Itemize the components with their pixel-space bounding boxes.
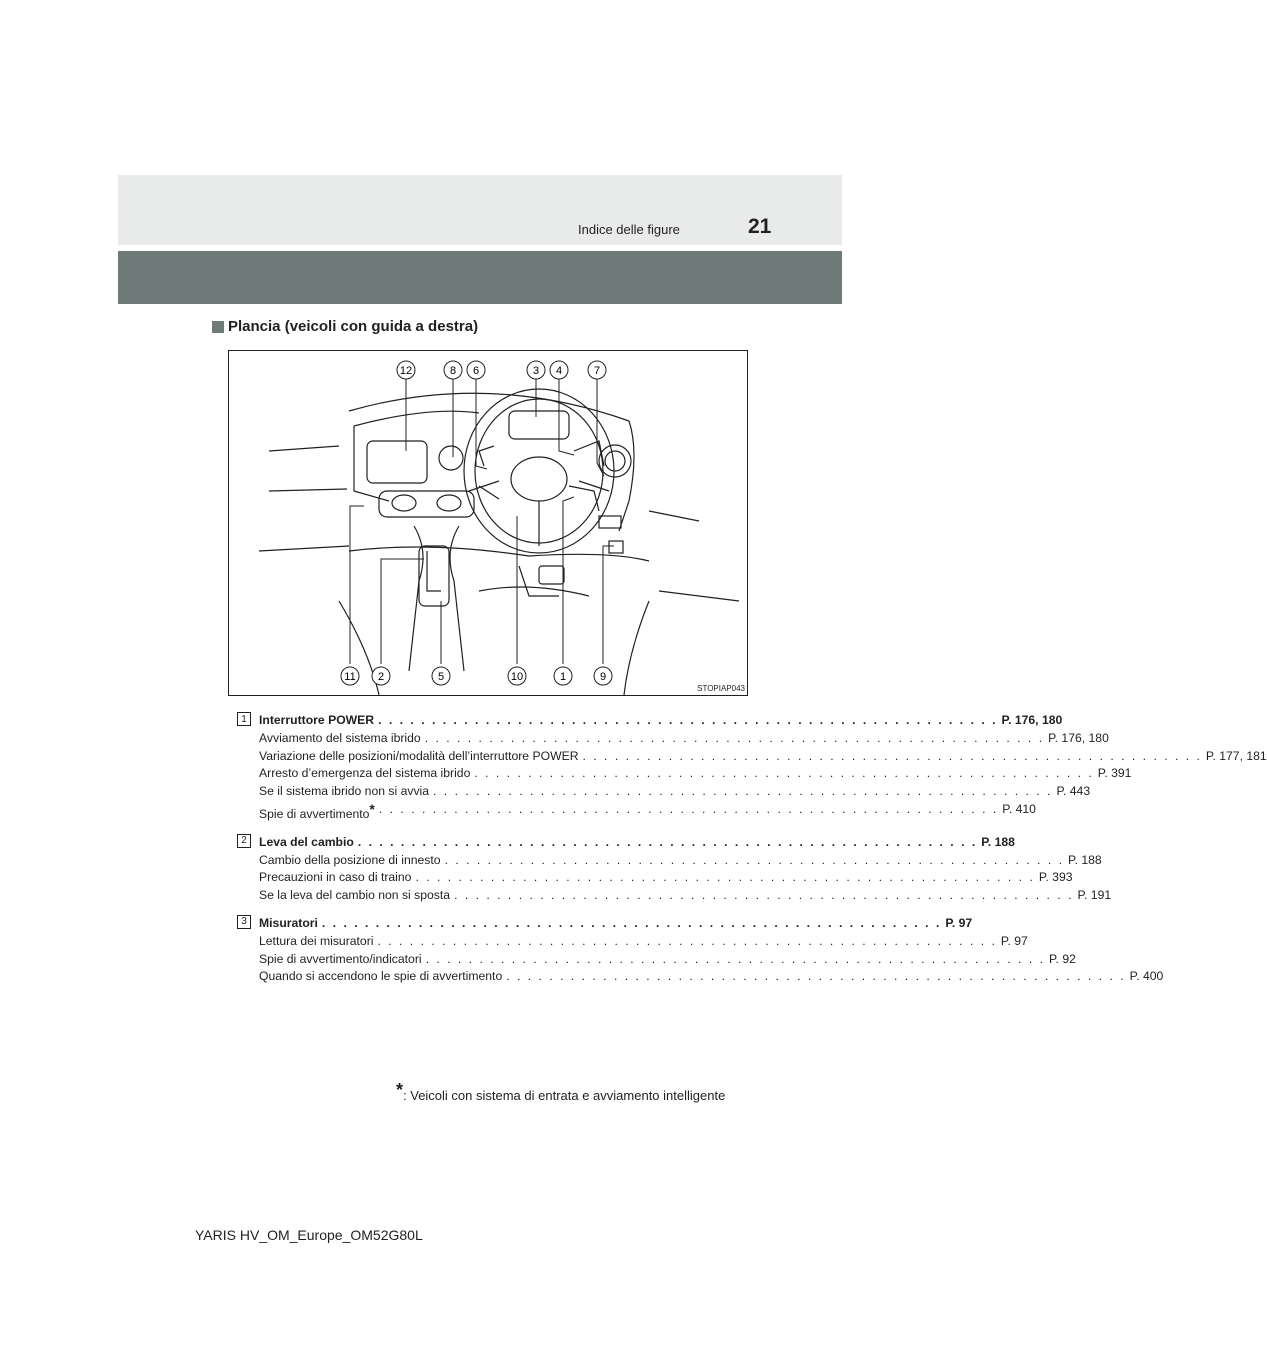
- entry-text-label: Spie di avvertimento: [259, 806, 370, 821]
- header-bar: [118, 251, 842, 304]
- leader-dots: . . . . . . . . . . . . . . . . . . . . . . . . . . . . . . . . . . . . . . . . . . . . . . . . . . . . . . . . . .: [378, 713, 998, 727]
- entry-text: Leva del cambio: [259, 834, 354, 849]
- entry-page: P. 177, 181: [1205, 748, 1267, 763]
- callout-label: 4: [555, 365, 563, 377]
- entry-line[interactable]: [259, 712, 1063, 730]
- entry-page: P. 391: [1097, 766, 1132, 781]
- leader-dots: . . . . . . . . . . . . . . . . . . . . . . . . . . . . . . . . . . . . . . . . . . . . . . . . . . . . . . . . . .: [474, 766, 1094, 781]
- entry-text: Se il sistema ibrido non si avvia: [259, 784, 430, 799]
- figure-code: STOPIAP043: [697, 684, 745, 693]
- entry-page: P. 443: [1056, 784, 1091, 799]
- leader-dots: . . . . . . . . . . . . . . . . . . . . . . . . . . . . . . . . . . . . . . . . . . . . . . . . . . . . . . . . . .: [454, 888, 1074, 903]
- leader-dots: . . . . . . . . . . . . . . . . . . . . . . . . . . . . . . . . . . . . . . . . . . . . . . . . . . . . . . . . . .: [415, 870, 1035, 885]
- entry-line[interactable]: [259, 951, 1076, 969]
- entry-line[interactable]: [259, 800, 1036, 824]
- entry-text: [259, 801, 375, 824]
- callout-label: 5: [437, 671, 445, 683]
- callout-label: 2: [377, 671, 385, 683]
- entry-line[interactable]: [259, 783, 1091, 801]
- entry-text: Se la leva del cambio non si sposta: [259, 888, 451, 903]
- entry-line[interactable]: [259, 748, 1267, 766]
- leader-dots: . . . . . . . . . . . . . . . . . . . . . . . . . . . . . . . . . . . . . . . . . . . . . . . . . . . . . . . . . .: [321, 915, 942, 930]
- entry-page: P. 188: [981, 834, 1015, 849]
- entry-text: Variazione delle posizioni/modalità dell’interruttore POWER: [259, 748, 579, 763]
- entry-page: P. 410: [1002, 801, 1036, 816]
- footnote: [396, 1080, 725, 1103]
- entry-line[interactable]: [259, 765, 1132, 783]
- entry-number-badge: 2: [237, 834, 251, 848]
- leader-dots: . . . . . . . . . . . . . . . . . . . . . . . . . . . . . . . . . . . . . . . . . . . . . . . . . . . . . . . . . .: [377, 933, 997, 948]
- entry-page: P. 92: [1049, 951, 1076, 966]
- entry-text: Precauzioni in caso di traino: [259, 870, 412, 885]
- callout-label: 8: [449, 365, 457, 377]
- entry-page: P. 97: [945, 915, 973, 930]
- entry-text: Lettura dei misuratori: [259, 933, 374, 948]
- entry-page: P. 393: [1038, 870, 1073, 885]
- footnote-text: : Veicoli con sistema di entrata e avviamento intelligente: [403, 1088, 726, 1103]
- dashboard-illustration: [229, 351, 747, 695]
- callouts-bottom: [341, 667, 612, 685]
- footnote-asterisk: *: [396, 1080, 404, 1100]
- callout-label: 3: [532, 365, 540, 377]
- entry-text: Avviamento del sistema ibrido: [259, 730, 421, 745]
- asterisk-mark: *: [369, 800, 375, 817]
- entry-line[interactable]: [259, 852, 1102, 870]
- callout-label: 9: [599, 671, 607, 683]
- leader-dots: . . . . . . . . . . . . . . . . . . . . . . . . . . . . . . . . . . . . . . . . . . . . . . . . . . . . . . . . . .: [378, 801, 999, 816]
- dashboard-figure: [228, 350, 748, 696]
- entry-page: P. 400: [1129, 969, 1164, 984]
- leader-dots: . . . . . . . . . . . . . . . . . . . . . . . . . . . . . . . . . . . . . . . . . . . . . . . . . . . . . . . . . .: [444, 852, 1064, 867]
- entry-text: Cambio della posizione di innesto: [259, 852, 441, 867]
- entry-line[interactable]: [259, 869, 1073, 887]
- heading-text: Plancia (veicoli con guida a destra): [228, 318, 479, 335]
- leader-dots: . . . . . . . . . . . . . . . . . . . . . . . . . . . . . . . . . . . . . . . . . . . . . . . . . . . . . . . . . .: [506, 969, 1126, 984]
- entry-text: Interruttore POWER: [259, 713, 375, 727]
- callout-label: 1: [559, 671, 567, 683]
- leader-dots: . . . . . . . . . . . . . . . . . . . . . . . . . . . . . . . . . . . . . . . . . . . . . . . . . . . . . . . . . .: [582, 748, 1202, 763]
- callout-label: 7: [593, 365, 601, 377]
- index-entry: [237, 915, 1164, 986]
- entry-page: P. 97: [1000, 933, 1028, 948]
- footer-document-code: YARIS HV_OM_Europe_OM52G80L: [195, 1227, 423, 1243]
- entry-page: P. 176, 180: [1048, 730, 1109, 745]
- leader-dots: . . . . . . . . . . . . . . . . . . . . . . . . . . . . . . . . . . . . . . . . . . . . . . . . . . . . . . . . . .: [433, 784, 1053, 799]
- entry-text: Misuratori: [259, 915, 318, 930]
- entry-line[interactable]: [259, 933, 1028, 951]
- entry-line[interactable]: [259, 968, 1164, 986]
- entry-number-badge: 3: [237, 915, 251, 929]
- callout-label: 11: [344, 671, 356, 683]
- entry-line[interactable]: [259, 730, 1109, 748]
- section-title: Indice delle figure: [578, 222, 680, 237]
- callout-label: 12: [399, 365, 413, 377]
- entry-line[interactable]: [259, 915, 973, 933]
- entry-text: Quando si accendono le spie di avvertimento: [259, 969, 503, 984]
- callout-label: 10: [510, 671, 524, 683]
- entry-page: P. 176, 180: [1001, 713, 1063, 727]
- entry-text: Arresto d’emergenza del sistema ibrido: [259, 766, 471, 781]
- leader-dots: . . . . . . . . . . . . . . . . . . . . . . . . . . . . . . . . . . . . . . . . . . . . . . . . . . . . . . . . . .: [425, 951, 1045, 966]
- entry-line[interactable]: [259, 887, 1112, 905]
- index-entries: [237, 712, 1267, 996]
- section-heading: [212, 318, 478, 335]
- heading-square-icon: [212, 321, 224, 333]
- index-entry: [237, 712, 1267, 824]
- entry-text: Spie di avvertimento/indicatori: [259, 951, 422, 966]
- header-band: [118, 175, 842, 245]
- leader-dots: . . . . . . . . . . . . . . . . . . . . . . . . . . . . . . . . . . . . . . . . . . . . . . . . . . . . . . . . . .: [357, 834, 978, 849]
- callouts-top: [397, 361, 606, 379]
- entry-page: P. 191: [1077, 888, 1112, 903]
- leader-dots: . . . . . . . . . . . . . . . . . . . . . . . . . . . . . . . . . . . . . . . . . . . . . . . . . . . . . . . . . .: [424, 730, 1045, 745]
- entry-number-badge: 1: [237, 712, 251, 726]
- callout-label: 6: [472, 365, 480, 377]
- entry-page: P. 188: [1067, 852, 1102, 867]
- index-entry: [237, 834, 1112, 905]
- entry-line[interactable]: [259, 834, 1015, 852]
- page-number: 21: [748, 215, 772, 238]
